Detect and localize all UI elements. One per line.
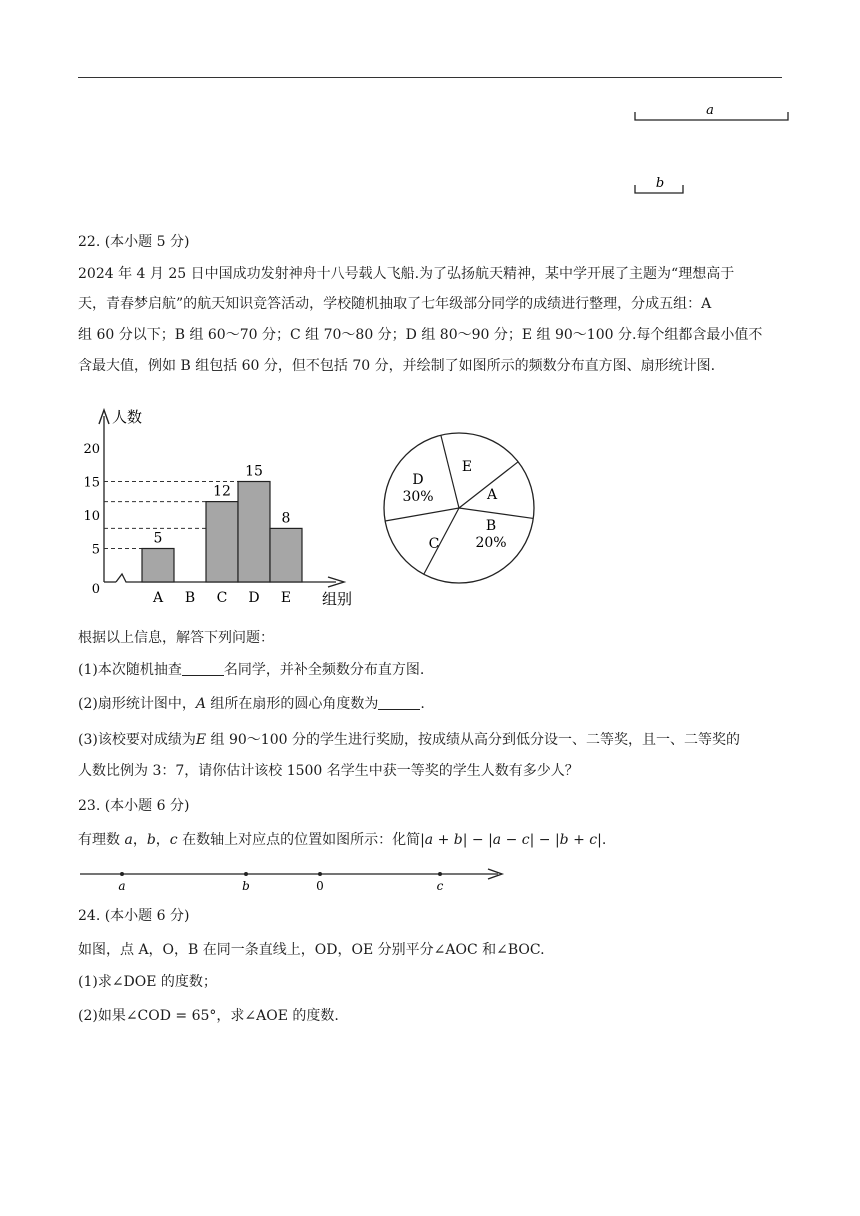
point-b <box>244 872 248 876</box>
slice-divider <box>459 508 533 518</box>
slice-label-A: A <box>486 487 498 503</box>
bar-E <box>270 528 302 582</box>
q23-text <box>78 830 606 850</box>
slice-percent-B: 20% <box>475 535 507 551</box>
y-axis-label: 人数 <box>112 408 143 426</box>
q22-sub1 <box>78 660 424 680</box>
slice-label-C: C <box>428 536 440 552</box>
bar-value-C: 12 <box>213 483 231 500</box>
slice-label-B: B <box>485 518 497 534</box>
point-zero-label: 0 <box>316 879 324 893</box>
q22-intro: 根据以上信息，解答下列问题： <box>78 630 274 646</box>
slice-label-E: E <box>461 459 473 475</box>
y-tick-label: 0 <box>91 582 100 597</box>
frequency-histogram <box>78 400 368 612</box>
q22-sub3-post: 组 90～100 分的学生进行奖励，按成绩从高分到低分设一、二等奖，且一、二等奖的 <box>206 732 740 748</box>
q23-heading: 23. (本小题 6 分) <box>78 798 190 814</box>
q22-sub3-pre: (3)该校要对成绩为 <box>78 732 196 748</box>
y-tick-label: 20 <box>83 442 100 457</box>
slice-divider <box>441 435 459 508</box>
q22-sub3-line2: 人数比例为 3：7，请你估计该校 1500 名学生中获一等奖的学生人数有多少人？ <box>78 763 579 779</box>
q22-sub2-pre: (2)扇形统计图中， <box>78 696 196 712</box>
bar-D <box>238 482 270 583</box>
slice-percent-D: 30% <box>402 489 434 505</box>
q22-sub2-end: . <box>420 696 425 712</box>
q22-sub2-blank[interactable] <box>378 695 420 710</box>
q23-text-mid: 在数轴上对应点的位置如图所示：化简 <box>177 832 421 848</box>
category-label-A: A <box>152 590 164 606</box>
q22-para-line2: 天，青春梦启航”的航天知识竞答活动，学校随机抽取了七年级部分同学的成绩进行整理，分成五组：A <box>78 296 712 312</box>
point-c <box>438 872 442 876</box>
q22-sub2 <box>78 694 425 714</box>
bar-value-E: 8 <box>281 510 291 527</box>
q22-para-line4: 含最大值，例如 B 组包括 60 分，但不包括 70 分，并绘制了如图所示的频数分布直方图、扇形统计图. <box>78 358 716 374</box>
q22-sub1-post: 名同学，并补全频数分布直方图. <box>223 662 425 678</box>
q23-var-b: b <box>146 832 156 848</box>
bar-value-D: 15 <box>245 463 263 480</box>
q22-sub3-var: E <box>195 732 207 748</box>
q23-expression: |a + b| − |a − c| − |b + c| <box>420 832 602 848</box>
category-label-D: D <box>248 590 260 606</box>
q23-sep1: ， <box>132 832 147 848</box>
category-label-B: B <box>184 590 196 606</box>
q22-heading: 22. (本小题 5 分) <box>78 234 190 250</box>
q22-para-line3: 组 60 分以下；B 组 60～70 分；C 组 70～80 分；D 组 80～90 分；E 组 90～100 分.每个组都含最小值不 <box>78 327 763 343</box>
pie-chart <box>378 400 538 590</box>
point-c-label: c <box>436 879 444 893</box>
header-rule <box>78 77 782 78</box>
slice-label-D: D <box>412 472 424 488</box>
q22-sub2-var: A <box>195 696 206 712</box>
segment-figure <box>630 98 792 198</box>
slice-divider <box>385 508 459 521</box>
q22-sub1-pre: (1)本次随机抽查 <box>78 662 182 678</box>
q23-sep2: ， <box>155 832 170 848</box>
q23-var-c: c <box>169 832 178 848</box>
q24-line1: 如图，点 A，O，B 在同一条直线上，OD，OE 分别平分∠AOC 和∠BOC. <box>78 942 545 958</box>
point-zero <box>318 872 322 876</box>
number-line <box>78 862 510 896</box>
segment-a-label: a <box>706 103 714 118</box>
y-tick-label: 15 <box>83 475 100 491</box>
point-b-label: b <box>242 879 250 893</box>
q24-sub1: (1)求∠DOE 的度数； <box>78 974 217 990</box>
y-tick-label: 5 <box>91 542 100 558</box>
q22-sub1-blank[interactable] <box>182 661 224 676</box>
point-a-label: a <box>118 879 126 893</box>
q22-sub2-post: 组所在扇形的圆心角度数为 <box>205 696 379 712</box>
q23-text-pre: 有理数 <box>78 832 125 848</box>
bar-A <box>142 549 174 583</box>
q24-sub2: (2)如果∠COD = 65°，求∠AOE 的度数. <box>78 1008 339 1024</box>
q24-heading: 24. (本小题 6 分) <box>78 908 190 924</box>
category-label-C: C <box>216 590 228 606</box>
q23-text-end: . <box>601 832 607 848</box>
bar-value-A: 5 <box>153 530 163 547</box>
category-label-E: E <box>280 590 292 606</box>
q22-sub3-line1 <box>78 730 740 750</box>
x-axis-label: 组别 <box>322 590 353 608</box>
bar-C <box>206 502 238 582</box>
segment-b-label: b <box>655 176 665 191</box>
q22-para-line1: 2024 年 4 月 25 日中国成功发射神舟十八号载人飞船.为了弘扬航天精神，某中学开展了主题为“理想高于 <box>78 266 735 282</box>
q23-var-a: a <box>124 832 133 848</box>
point-a <box>120 872 124 876</box>
y-tick-label: 10 <box>83 509 100 524</box>
